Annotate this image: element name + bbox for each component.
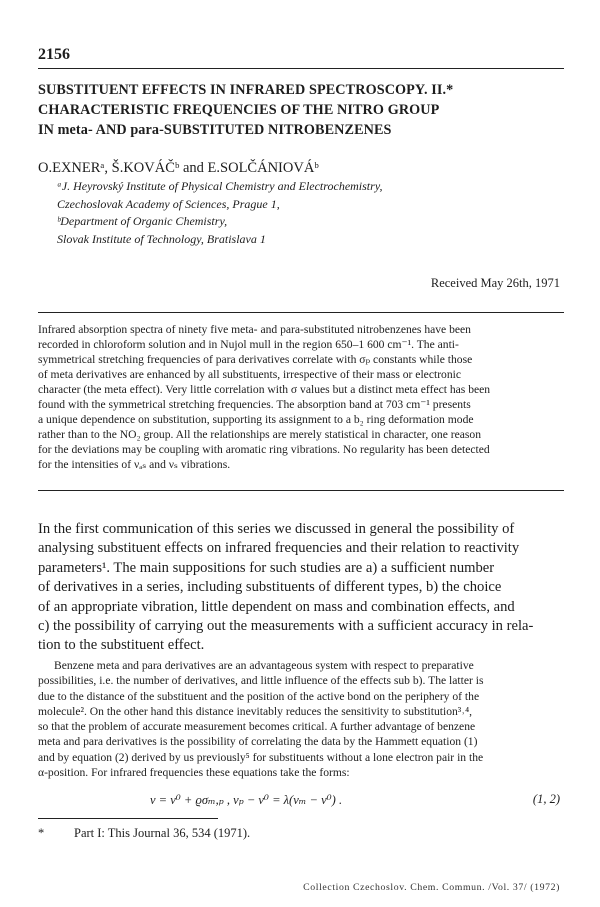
body-line: molecule². On the other hand this distance inevitably reduces the sensitivity to substitution³˒⁴, <box>38 704 473 718</box>
footnote-mark: * <box>38 826 45 840</box>
body-line: In the first communication of this series we discussed in general the possibility of <box>38 521 515 537</box>
body-line: meta and para derivatives is the possibility of correlating the data by the Hammett equation (1) <box>38 735 478 749</box>
abstract-top-rule <box>38 312 564 313</box>
body-line: α-position. For infrared frequencies these equations take the forms: <box>38 766 350 780</box>
footnote-rule <box>38 818 218 819</box>
title-line: CHARACTERISTIC FREQUENCIES OF THE NITRO GROUP <box>38 102 440 118</box>
equation-number: (1, 2) <box>532 792 560 806</box>
body-line: tion to the substituent effect. <box>38 637 205 654</box>
header-rule <box>38 68 564 69</box>
intro-paragraph <box>38 520 564 656</box>
abstract-line: for the deviations may be coupling with aromatic ring vibrations. No regularity has been detected <box>38 443 490 456</box>
body-paragraph <box>38 658 564 780</box>
abstract-line: Infrared absorption spectra of ninety five meta- and para-substituted nitrobenzenes have been <box>38 323 471 336</box>
body-line: due to the distance of the substituent and the position of the active bond on the periphery of the <box>38 689 480 703</box>
abstract-line: for the intensities of νₐₛ and νₛ vibrations. <box>38 458 231 471</box>
body-line: analysing substituent effects on infrared frequencies and their relation to reactivity <box>38 540 520 557</box>
title-line: SUBSTITUENT EFFECTS IN INFRARED SPECTROSCOPY. II.* <box>38 82 454 98</box>
paper-title <box>38 80 568 140</box>
equation-block <box>0 792 600 810</box>
abstract-line: of meta derivatives are enhanced by all substituents, irrespective of their mass or electronic <box>38 368 462 381</box>
affiliation-line: Czechoslovak Academy of Sciences, Prague 1, <box>57 196 280 211</box>
body-line: parameters¹. The main suppositions for such studies are a) a sufficient number <box>38 559 495 576</box>
affiliation-line: ᵃJ. Heyrovský Institute of Physical Chemistry and Electrochemistry, <box>57 179 383 193</box>
abstract-bottom-rule <box>38 490 564 491</box>
abstract-line: found with the symmetrical stretching frequencies. The absorption band at 703 cm⁻¹ presents <box>38 398 471 411</box>
abstract-line: rather than to the NO₂ group. All the relationships are merely statistical in character, one reason <box>38 428 482 441</box>
abstract-line: symmetrical stretching frequencies of para derivatives correlate with σₚ constants while those <box>38 353 473 366</box>
abstract-line: character (the meta effect). Very little correlation with σ values but a distinct meta effect has been <box>38 383 491 396</box>
abstract <box>38 322 564 472</box>
received-date: Received May 26th, 1971 <box>430 276 560 290</box>
journal-footer: Collection Czechoslov. Chem. Commun. /Vol. 37/ (1972) <box>303 882 560 893</box>
footnote <box>38 826 250 841</box>
footnote-text: Part I: This Journal 36, 534 (1971). <box>74 826 251 840</box>
body-line: possibilities, i.e. the number of derivatives, and little influence of the effects sub b). The latter is <box>38 674 484 688</box>
affiliation-line: ᵇDepartment of Organic Chemistry, <box>57 214 228 228</box>
body-line: of derivatives in a series, including substituents of different types, b) the choice <box>38 579 502 596</box>
body-line: Benzene meta and para derivatives are an advantageous system with respect to preparative <box>54 659 474 672</box>
body-line: of an appropriate vibration, little dependent on mass and combination effects, and <box>38 598 515 615</box>
page-number: 2156 <box>38 46 70 63</box>
title-line: IN meta- AND para-SUBSTITUTED NITROBENZENES <box>38 122 392 138</box>
author-list: O.EXNERᵃ, Š.KOVÁČᵇ and E.SOLČÁNIOVÁᵇ <box>38 160 319 176</box>
body-line: and by equation (2) derived by us previously⁵ for substituents without a lone electron pair in the <box>38 750 484 764</box>
affiliations <box>57 178 382 248</box>
affiliation-line: Slovak Institute of Technology, Bratislava 1 <box>57 231 266 246</box>
abstract-line: a unique dependence on substitution, supporting its assignment to a b₂ ring deformation mode <box>38 413 474 426</box>
body-line: so that the problem of accurate measurement becomes critical. A further advantage of benzene <box>38 720 476 734</box>
equation: ν = ν⁰ + ϱσₘ,ₚ , νₚ − ν⁰ = λ(νₘ − ν⁰) . <box>150 793 343 807</box>
abstract-line: recorded in chloroform solution and in Nujol mull in the region 650–1 600 cm⁻¹. The anti- <box>38 338 459 351</box>
body-line: c) the possibility of carrying out the measurements with a sufficient accuracy in rela- <box>38 618 534 635</box>
